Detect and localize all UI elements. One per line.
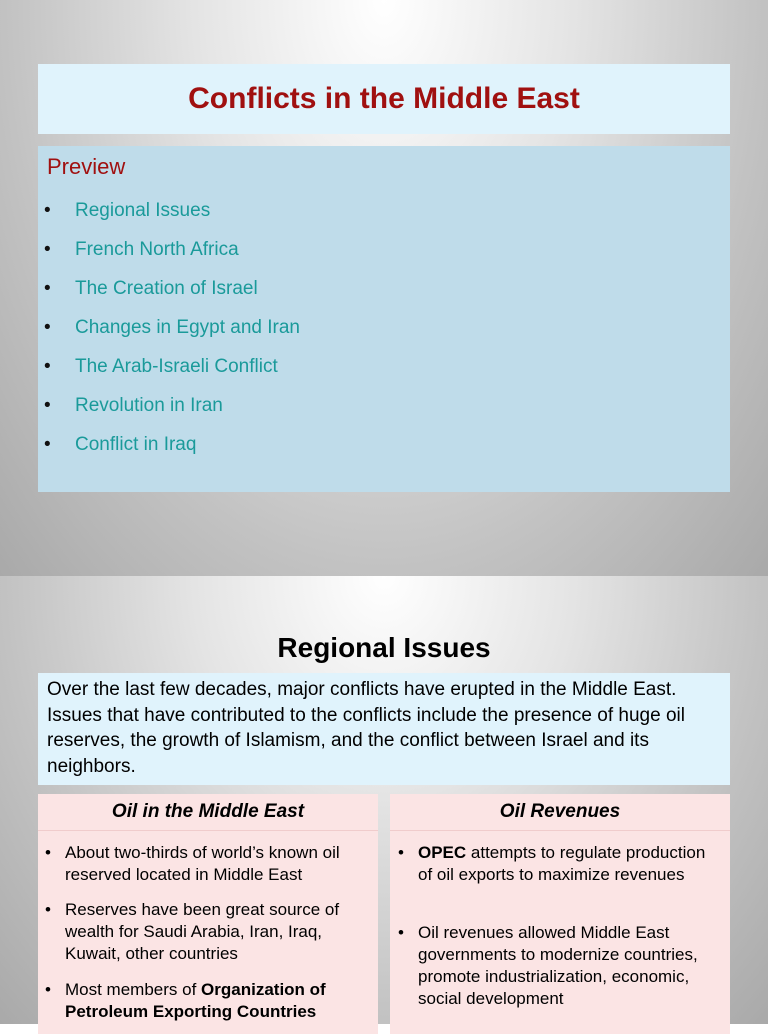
panel-item-bold: Organization of Petroleum Exporting Countries xyxy=(65,980,326,1021)
list-item xyxy=(398,922,723,1010)
title-box xyxy=(38,64,730,134)
slide-title: Conflicts in the Middle East xyxy=(188,82,580,115)
preview-box xyxy=(38,146,730,492)
preview-item-text: The Arab-Israeli Conflict xyxy=(75,356,278,377)
panel-item-suffix: attempts to regulate production of oil exports to maximize revenues xyxy=(418,843,706,884)
preview-item-text: The Creation of Israel xyxy=(75,278,258,299)
bullet: • xyxy=(44,356,51,377)
panel-item-text: Reserves have been great source of wealth for Saudi Arabia, Iran, Iraq, Kuwait, other countries xyxy=(65,900,340,963)
intro-paragraph: Over the last few decades, major conflicts have erupted in the Middle East. Issues that have contributed to the conflicts include the presence of huge oil reserves, the growth of Islamism, and the conflict between Israel and its neighbors. xyxy=(38,673,730,785)
list-item xyxy=(45,979,375,1023)
bullet: • xyxy=(44,200,51,221)
list-item xyxy=(398,842,708,886)
bullet: • xyxy=(44,434,51,455)
bullet: • xyxy=(45,900,51,919)
bullet: • xyxy=(44,395,51,416)
preview-item-text: Conflict in Iraq xyxy=(75,434,197,455)
bullet: • xyxy=(45,980,51,999)
preview-item-text: Regional Issues xyxy=(75,200,211,221)
oil-middle-east-panel xyxy=(38,794,378,1034)
panel-item-text: About two-thirds of world’s known oil reserved located in Middle East xyxy=(65,843,340,884)
panel-heading: Oil Revenues xyxy=(390,794,730,831)
bullet: • xyxy=(398,923,404,942)
bullet: • xyxy=(45,843,51,862)
slide-2 xyxy=(0,576,768,1024)
panel-heading: Oil in the Middle East xyxy=(38,794,378,831)
panel-item-text: Oil revenues allowed Middle East governments to modernize countries, promote industrialization, economic, social development xyxy=(418,923,698,1008)
list-item xyxy=(45,899,365,965)
preview-item-text: French North Africa xyxy=(75,239,239,260)
list-item xyxy=(45,842,365,886)
bullet: • xyxy=(44,317,51,338)
panel-item-bold: OPEC xyxy=(418,843,467,862)
bullet: • xyxy=(398,843,404,862)
bullet: • xyxy=(44,278,51,299)
bullet: • xyxy=(44,239,51,260)
panel-item-prefix: Most members of xyxy=(65,980,202,999)
slide-title: Regional Issues xyxy=(277,632,491,663)
preview-item-text: Revolution in Iran xyxy=(75,395,223,416)
preview-heading: Preview xyxy=(47,154,126,179)
preview-item-text: Changes in Egypt and Iran xyxy=(75,317,300,338)
oil-revenues-panel xyxy=(390,794,730,1034)
